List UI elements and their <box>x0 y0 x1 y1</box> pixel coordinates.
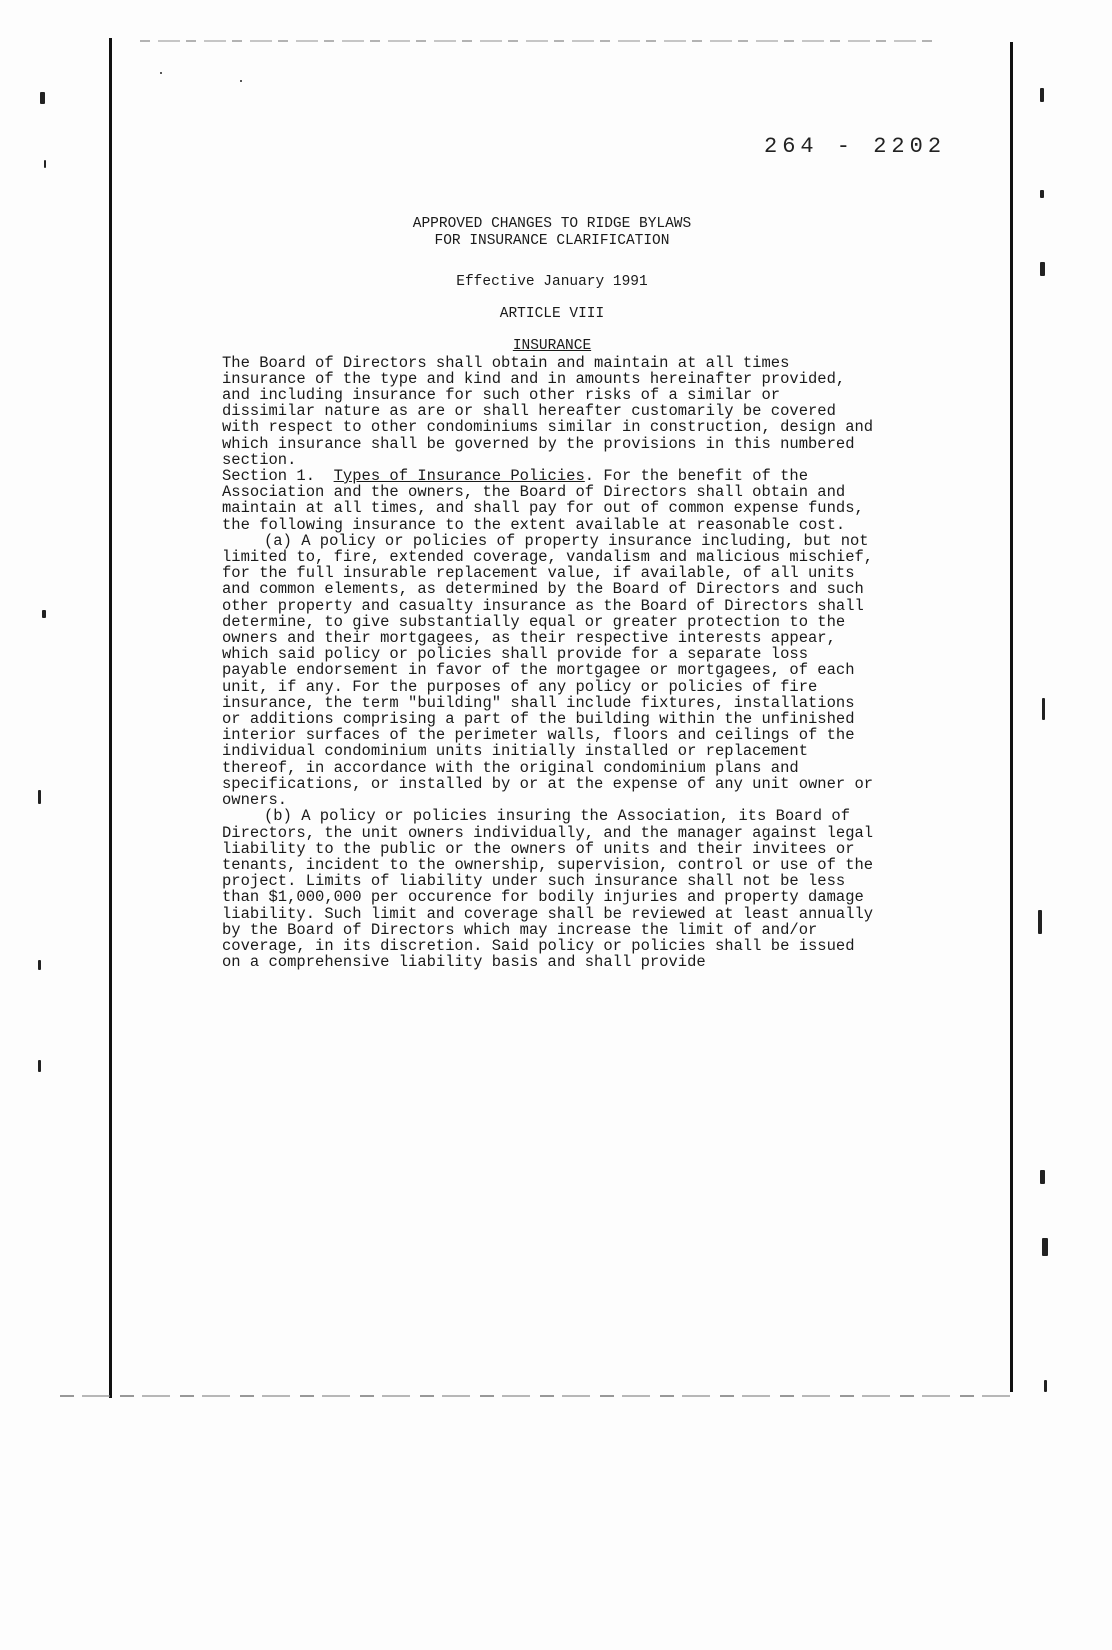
scan-speck <box>44 160 46 168</box>
scan-speck <box>1042 698 1045 720</box>
effective-date: Effective January 1991 <box>456 274 648 290</box>
scan-speck <box>240 80 242 82</box>
scan-speck <box>1044 1380 1047 1392</box>
document-title-line-1: APPROVED CHANGES TO RIDGE BYLAWS <box>412 216 692 232</box>
scan-speck <box>1040 88 1044 102</box>
scan-speck <box>38 960 41 970</box>
page-number: 264 - 2202 <box>764 134 947 159</box>
scan-speck <box>1040 262 1045 276</box>
document-body <box>222 216 882 970</box>
scan-speck <box>1038 910 1042 934</box>
scan-speck <box>38 790 41 804</box>
scan-left-border <box>109 38 112 1398</box>
scan-top-edge <box>140 40 940 42</box>
scan-speck <box>42 610 46 618</box>
section-1-text: . For the benefit of the Association and the owners, the Board of Directors shall obtain and maintain at all times, and shall pay for out of common expense funds, the following insurance to the extent available at reasonable cost. <box>222 467 864 534</box>
scan-speck <box>40 92 45 104</box>
section-1-label: Section 1. <box>222 467 316 486</box>
section-1-title: Types of Insurance Policies <box>333 467 585 486</box>
scan-speck <box>38 1060 41 1072</box>
section-1-paragraph <box>222 468 882 533</box>
scan-bottom-edge <box>60 1395 1010 1397</box>
document-title-line-2: FOR INSURANCE CLARIFICATION <box>434 233 670 249</box>
paragraph-a: (a) A policy or policies of property insurance including, but not limited to, fire, extended coverage, vandalism and malicious mischief, for the full insurable replacement value, if available, of all units and common elements, as determined by the Board of Directors and such other property and casualty insurance as the Board of Directors shall determine, to give substantially equal or greater protection to the owners and their mortgagees, as their respective interests appear, which said policy or policies shall provide for a separate loss payable endorsement in favor of the mortgagee or mortgagees, of each unit, if any. For the purposes of any policy or policies of fire insurance, the term "building" shall include fixtures, installations or additions comprising a part of the building within the unfinished interior surfaces of the perimeter walls, floors and ceilings of the individual condominium units initially installed or replacement thereof, in accordance with the original condominium plans and specifications, or installed by or at the expense of any unit owner or owners. <box>222 531 874 810</box>
intro-paragraph: The Board of Directors shall obtain and maintain at all times insurance of the type and kind and in amounts hereinafter provided, and including insurance for such other risks of a similar or dissimilar nature as are or shall hereafter customarily be covered with respect to other condominiums similar in construction, design and which insurance shall be governed by the provisions in this numbered section. <box>222 353 874 469</box>
article-heading: INSURANCE <box>512 338 592 355</box>
article-number: ARTICLE VIII <box>499 306 605 323</box>
scan-speck <box>1042 1238 1048 1256</box>
scan-speck <box>1040 1170 1045 1184</box>
scan-speck <box>1040 190 1044 198</box>
paragraph-b: (b) A policy or policies insuring the Association, its Board of Directors, the unit owners individually, and the manager against legal liability to the public or the owners of units and their invitees or tenants, incident to the ownership, supervision, control or use of the project. Limits of liability under such insurance shall not be less than $1,000,000 per occurence for bodily injuries and property damage liability. Such limit and coverage shall be reviewed at least annually by the Board of Directors which may increase the limit of and/or coverage, in its discretion. Said policy or policies shall be issued on a comprehensive liability basis and shall provide <box>222 807 874 972</box>
scan-speck <box>160 72 162 74</box>
scan-right-border <box>1010 42 1013 1392</box>
